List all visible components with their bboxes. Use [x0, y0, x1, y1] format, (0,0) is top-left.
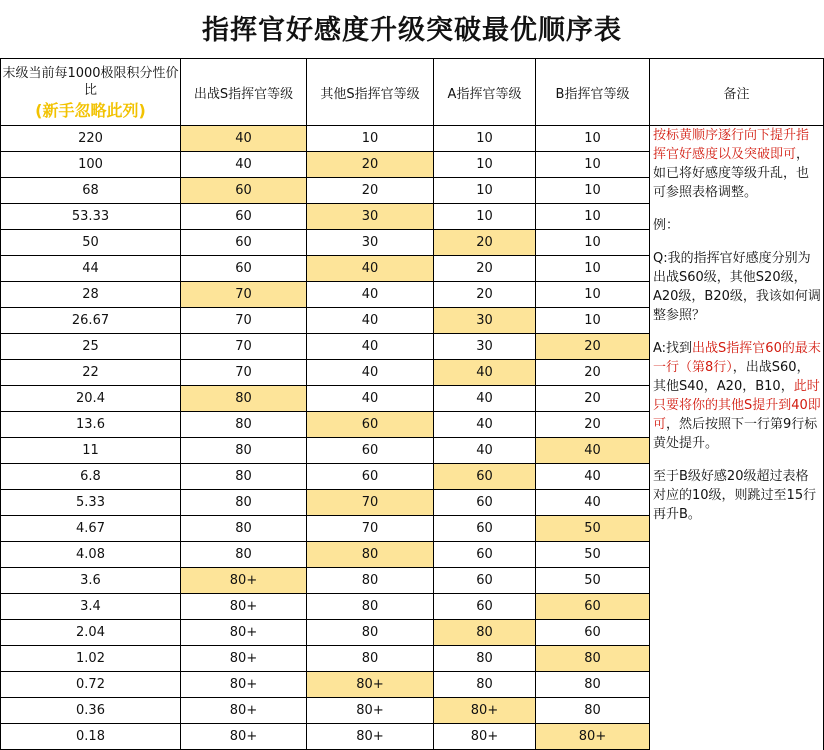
ratio-cell: 68 [1, 178, 181, 204]
header-b: B指挥官等级 [536, 59, 650, 126]
battle-s-cell: 60 [181, 256, 307, 282]
header-row [1, 59, 824, 126]
other-s-cell: 80+ [307, 672, 434, 698]
other-s-cell: 20 [307, 178, 434, 204]
ratio-cell: 25 [1, 334, 181, 360]
other-s-cell: 70 [307, 490, 434, 516]
battle-s-cell: 80+ [181, 698, 307, 724]
ratio-cell: 28 [1, 282, 181, 308]
b-cell: 10 [536, 230, 650, 256]
note-instruction: 按标黄顺序逐行向下提升指挥官好感度以及突破即可 [653, 128, 810, 162]
b-cell: 10 [536, 126, 650, 152]
battle-s-cell: 80 [181, 542, 307, 568]
other-s-cell: 80 [307, 568, 434, 594]
a-cell: 60 [434, 594, 536, 620]
b-cell: 80 [536, 646, 650, 672]
a-cell: 10 [434, 178, 536, 204]
b-cell: 40 [536, 464, 650, 490]
ratio-cell: 4.08 [1, 542, 181, 568]
other-s-cell: 30 [307, 230, 434, 256]
other-s-cell: 20 [307, 152, 434, 178]
battle-s-cell: 80 [181, 490, 307, 516]
b-cell: 80 [536, 698, 650, 724]
a-cell: 20 [434, 230, 536, 256]
b-cell: 20 [536, 386, 650, 412]
a-cell: 60 [434, 568, 536, 594]
a-cell: 30 [434, 334, 536, 360]
header-a: A指挥官等级 [434, 59, 536, 126]
other-s-cell: 40 [307, 360, 434, 386]
note-answer-red1: 出战S指挥官60的最末一行（第8行） [653, 341, 821, 375]
b-cell: 80 [536, 672, 650, 698]
battle-s-cell: 80 [181, 438, 307, 464]
a-cell: 30 [434, 308, 536, 334]
table-body [1, 126, 824, 750]
b-cell: 40 [536, 438, 650, 464]
a-cell: 10 [434, 152, 536, 178]
battle-s-cell: 60 [181, 230, 307, 256]
b-cell: 10 [536, 204, 650, 230]
battle-s-cell: 70 [181, 308, 307, 334]
ratio-cell: 0.18 [1, 724, 181, 750]
other-s-cell: 40 [307, 308, 434, 334]
ratio-cell: 50 [1, 230, 181, 256]
b-cell: 60 [536, 594, 650, 620]
a-cell: 20 [434, 256, 536, 282]
a-cell: 40 [434, 386, 536, 412]
a-cell: 80+ [434, 724, 536, 750]
other-s-cell: 80 [307, 542, 434, 568]
battle-s-cell: 80+ [181, 568, 307, 594]
other-s-cell: 40 [307, 256, 434, 282]
header-other-s: 其他S指挥官等级 [307, 59, 434, 126]
b-cell: 10 [536, 308, 650, 334]
battle-s-cell: 80 [181, 412, 307, 438]
battle-s-cell: 80+ [181, 620, 307, 646]
ratio-cell: 3.4 [1, 594, 181, 620]
a-cell: 60 [434, 516, 536, 542]
ratio-cell: 4.67 [1, 516, 181, 542]
ratio-cell: 26.67 [1, 308, 181, 334]
b-cell: 10 [536, 282, 650, 308]
battle-s-cell: 70 [181, 360, 307, 386]
ratio-cell: 3.6 [1, 568, 181, 594]
header-ratio [1, 59, 181, 126]
b-cell: 50 [536, 516, 650, 542]
battle-s-cell: 60 [181, 178, 307, 204]
ratio-cell: 0.36 [1, 698, 181, 724]
battle-s-cell: 70 [181, 334, 307, 360]
notes-cell [650, 126, 824, 750]
a-cell: 60 [434, 490, 536, 516]
a-cell: 40 [434, 438, 536, 464]
battle-s-cell: 80+ [181, 594, 307, 620]
battle-s-cell: 80 [181, 516, 307, 542]
ratio-cell: 1.02 [1, 646, 181, 672]
b-cell: 10 [536, 178, 650, 204]
a-cell: 20 [434, 282, 536, 308]
battle-s-cell: 40 [181, 126, 307, 152]
other-s-cell: 40 [307, 334, 434, 360]
ratio-cell: 100 [1, 152, 181, 178]
a-cell: 60 [434, 464, 536, 490]
header-battle-s: 出战S指挥官等级 [181, 59, 307, 126]
note-answer-b: ，出战S60，其他S40，A20，B10， [653, 360, 810, 394]
a-cell: 80 [434, 620, 536, 646]
ratio-cell: 2.04 [1, 620, 181, 646]
ratio-cell: 13.6 [1, 412, 181, 438]
ratio-cell: 22 [1, 360, 181, 386]
b-cell: 80+ [536, 724, 650, 750]
other-s-cell: 60 [307, 412, 434, 438]
order-table [0, 58, 824, 750]
note-b-level: 至于B级好感20级超过表格对应的10级，则跳过至15行再升B。 [653, 469, 817, 522]
header-ratio-label: 末级当前每1000极限积分性价比 [2, 66, 179, 98]
battle-s-cell: 80+ [181, 724, 307, 750]
battle-s-cell: 40 [181, 152, 307, 178]
note-instruction-rest: ，如已将好感度等级升乱，也可参照表格调整。 [653, 147, 810, 200]
battle-s-cell: 80+ [181, 672, 307, 698]
ratio-cell: 5.33 [1, 490, 181, 516]
b-cell: 10 [536, 152, 650, 178]
other-s-cell: 60 [307, 464, 434, 490]
b-cell: 50 [536, 542, 650, 568]
b-cell: 20 [536, 360, 650, 386]
ratio-cell: 44 [1, 256, 181, 282]
other-s-cell: 40 [307, 386, 434, 412]
note-example-label: 例： [653, 218, 680, 233]
header-ratio-note: (新手忽略此列) [35, 101, 146, 120]
other-s-cell: 80 [307, 594, 434, 620]
a-cell: 60 [434, 542, 536, 568]
b-cell: 20 [536, 334, 650, 360]
header-notes: 备注 [650, 59, 824, 126]
b-cell: 50 [536, 568, 650, 594]
other-s-cell: 10 [307, 126, 434, 152]
b-cell: 10 [536, 256, 650, 282]
other-s-cell: 30 [307, 204, 434, 230]
a-cell: 40 [434, 360, 536, 386]
ratio-cell: 6.8 [1, 464, 181, 490]
note-answer-c: ，然后按照下一行第9行标黄处提升。 [653, 417, 818, 451]
note-answer-red2: 此时只要将你的其他S提升到40即可 [653, 379, 821, 432]
page-title: 指挥官好感度升级突破最优顺序表 [202, 15, 622, 46]
other-s-cell: 80+ [307, 698, 434, 724]
battle-s-cell: 80 [181, 464, 307, 490]
other-s-cell: 70 [307, 516, 434, 542]
battle-s-cell: 60 [181, 204, 307, 230]
other-s-cell: 60 [307, 438, 434, 464]
other-s-cell: 80+ [307, 724, 434, 750]
b-cell: 40 [536, 490, 650, 516]
table-row [1, 126, 824, 152]
battle-s-cell: 80 [181, 386, 307, 412]
ratio-cell: 11 [1, 438, 181, 464]
a-cell: 40 [434, 412, 536, 438]
ratio-cell: 53.33 [1, 204, 181, 230]
other-s-cell: 80 [307, 620, 434, 646]
ratio-cell: 220 [1, 126, 181, 152]
ratio-cell: 20.4 [1, 386, 181, 412]
b-cell: 60 [536, 620, 650, 646]
other-s-cell: 40 [307, 282, 434, 308]
ratio-cell: 0.72 [1, 672, 181, 698]
a-cell: 80+ [434, 698, 536, 724]
battle-s-cell: 70 [181, 282, 307, 308]
b-cell: 20 [536, 412, 650, 438]
battle-s-cell: 80+ [181, 646, 307, 672]
a-cell: 80 [434, 646, 536, 672]
note-answer-a: A:找到 [653, 341, 693, 356]
note-question: Q:我的指挥官好感度分别为出战S60级，其他S20级，A20级，B20级，我该如何调整参照？ [653, 251, 821, 323]
a-cell: 10 [434, 204, 536, 230]
other-s-cell: 80 [307, 646, 434, 672]
a-cell: 80 [434, 672, 536, 698]
a-cell: 10 [434, 126, 536, 152]
